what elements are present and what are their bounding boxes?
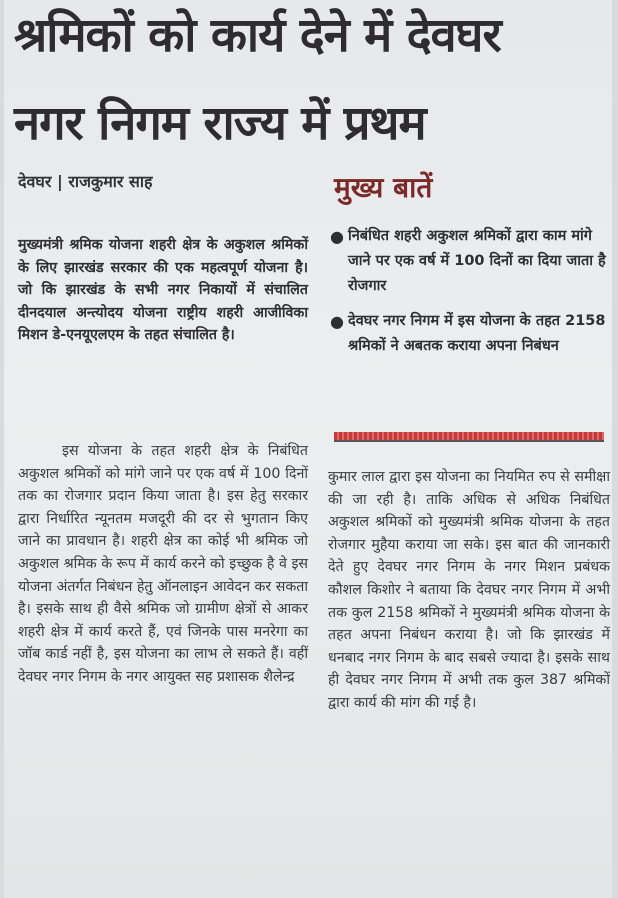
headline-line-2: नगर निगम राज्य में प्रथम bbox=[14, 96, 426, 151]
intro-paragraph: मुख्यमंत्री श्रमिक योजना शहरी क्षेत्र के अकुशल श्रमिकों के लिए झारखंड सरकार की एक महत्वपूर्ण योजना है। जो कि झारखंड के सभी नगर निकायों में संचालित दीनदयाल अन्त्योदय योजना राष्ट्रीय शहरी आजीविका मिशन डे-एनयूएलएम के तहत संचालित है। bbox=[18, 237, 308, 344]
article-left-column bbox=[18, 440, 308, 689]
highlight-point bbox=[330, 309, 610, 359]
bullet-icon: ● bbox=[330, 227, 344, 246]
body-paragraph-left bbox=[18, 440, 308, 689]
body-text-left: इस योजना के तहत शहरी क्षेत्र के निबंधित अकुशल श्रमिकों को मांगे जाने पर एक वर्ष में 100 दिनों तक का रोजगार प्रदान किया जाता है। इस हेतु सरकार द्वारा निर्धारित न्यूनतम मजदूरी की दर से भुगतान किए जाने का प्रावधान है। शहरी क्षेत्र का कोई भी श्रमिक जो अकुशल श्रमिक के रूप में कार्य करने को इच्छुक है वे इस योजना अंतर्गत निबंधन हेतु ऑनलाइन आवेदन कर सकता है। इसके साथ ही वैसे श्रमिक जो ग्रामीण क्षेत्रों से आकर शहरी क्षेत्र में कार्य करते हैं, एवं जिनके पास मनरेगा का जॉब कार्ड नहीं है, इस योजना का लाभ ले सकते हैं। वहीं देवघर नगर निगम के नगर आयुक्त सह प्रशासक शैलेन्द्र bbox=[18, 443, 308, 685]
article-right-column bbox=[328, 466, 610, 715]
highlights-title: मुख्य बातें bbox=[334, 171, 433, 204]
divider-line bbox=[334, 440, 604, 442]
headline-line-1: श्रमिकों को कार्य देने में देवघर bbox=[14, 8, 501, 63]
newspaper-clipping bbox=[4, 0, 612, 898]
highlight-text: देवघर नगर निगम में इस योजना के तहत 2158 श्रमिकों ने अबतक कराया अपना निबंधन bbox=[348, 313, 606, 354]
byline: देवघर | राजकुमार साह bbox=[18, 172, 153, 191]
highlight-text: निबंधित शहरी अकुशल श्रमिकों द्वारा काम मांगे जाने पर एक वर्ष में 100 दिनों का दिया जाता है रोजगार bbox=[348, 228, 606, 294]
article-intro bbox=[18, 234, 308, 347]
bullet-icon: ● bbox=[330, 312, 344, 331]
highlight-point bbox=[330, 224, 610, 299]
body-paragraph-right: कुमार लाल द्वारा इस योजना का नियमित रुप से समीक्षा की जा रही है। ताकि अधिक से अधिक निबंधित अकुशल श्रमिकों को मुख्यमंत्री श्रमिक योजना के तहत रोजगार मुहैया कराया जा सके। इस बात की जानकारी देते हुए देवघर नगर निगम के नगर मिशन प्रबंधक कौशल किशोर ने बताया कि देवघर नगर निगम में अभी तक कुल 2158 श्रमिकों ने मुख्यमंत्री श्रमिक योजना के तहत अपना निबंधन कराया है। जो कि झारखंड में धनबाद नगर निगम के बाद सबसे ज्यादा है। इसके साथ ही देवघर नगर निगम में अभी तक कुल 387 श्रमिकों द्वारा कार्य की मांग की गई है। bbox=[328, 469, 610, 711]
highlights-list bbox=[330, 224, 610, 369]
